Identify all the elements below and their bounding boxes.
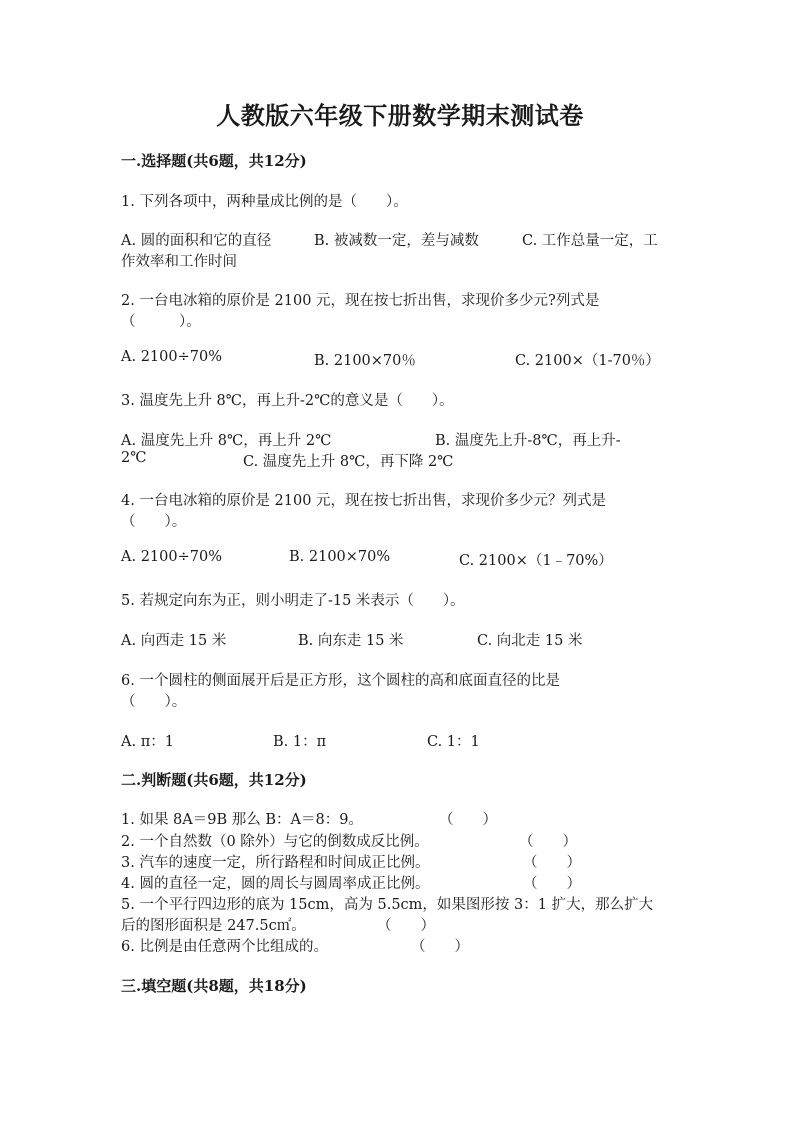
question-2-stem: 2. 一台电冰箱的原价是 2100 元，现在按七折出售，求现价多少元?列式是	[121, 293, 600, 309]
judge-item-5-cont: 后的图形面积是 247.5c㎡。	[121, 918, 306, 934]
question-1-stem: 1. 下列各项中，两种量成比例的是（ ）。	[121, 194, 408, 210]
section-heading-choice: 一.选择题(共6题，共12分)	[121, 152, 307, 170]
question-6-option-b: B. 1：π	[273, 734, 327, 750]
judge-item-1-paren: （ ）	[439, 812, 497, 828]
question-2-option-b: B. 2100×70％	[314, 353, 416, 369]
question-3-option-c: C. 温度先上升 8℃，再下降 2℃	[243, 454, 454, 470]
judge-item-2-paren: （ ）	[519, 834, 577, 850]
question-4-option-c: C. 2100×（1﹣70%）	[459, 553, 613, 569]
question-6-option-c: C. 1：1	[427, 734, 480, 750]
question-1-option-c: C. 工作总量一定，工	[522, 233, 658, 249]
page-title: 人教版六年级下册数学期末测试卷	[216, 101, 584, 130]
question-3-option-b: B. 温度先上升-8℃，再上升-	[435, 433, 621, 449]
question-6-option-a: A. π：1	[121, 734, 174, 750]
judge-item-1: 1. 如果 8A＝9B 那么 B：A＝8：9。	[121, 812, 363, 828]
question-4-stem-cont: （ ）。	[121, 514, 187, 530]
question-3-option-b-cont: 2℃	[121, 450, 147, 466]
judge-item-5: 5. 一个平行四边形的底为 15cm，高为 5.5cm，如果图形按 3：1 扩大，那么扩大	[121, 897, 654, 913]
section-heading-fill-blank: 三.填空题(共8题，共18分)	[121, 977, 307, 995]
judge-item-6: 6. 比例是由任意两个比组成的。	[121, 939, 328, 955]
question-6-stem: 6. 一个圆柱的侧面展开后是正方形，这个圆柱的高和底面直径的比是	[121, 673, 560, 689]
question-4-option-a: A. 2100÷70%	[121, 549, 222, 565]
question-3-stem: 3. 温度先上升 8℃，再上升-2℃的意义是（ ）。	[121, 393, 454, 409]
question-5-stem: 5. 若规定向东为正，则小明走了-15 米表示（ ）。	[121, 593, 465, 609]
question-4-stem: 4. 一台电冰箱的原价是 2100 元，现在按七折出售，求现价多少元？列式是	[121, 493, 607, 509]
judge-item-4: 4. 圆的直径一定，圆的周长与圆周率成正比例。	[121, 876, 430, 892]
judge-item-6-paren: （ ）	[411, 939, 469, 955]
question-5-option-c: C. 向北走 15 米	[477, 633, 583, 649]
question-1-option-a: A. 圆的面积和它的直径	[121, 233, 272, 249]
judge-item-3-paren: （ ）	[523, 855, 581, 871]
question-5-option-a: A. 向西走 15 米	[121, 633, 227, 649]
question-4-option-b: B. 2100×70%	[289, 549, 391, 565]
question-1-option-c-cont: 作效率和工作时间	[121, 254, 237, 270]
judge-item-3: 3. 汽车的速度一定，所行路程和时间成正比例。	[121, 855, 430, 871]
question-2-stem-cont: （ ）。	[121, 314, 201, 330]
question-2-option-a: A. 2100÷70%	[121, 349, 222, 365]
question-6-stem-cont: （ ）。	[121, 694, 187, 710]
section-heading-true-false: 二.判断题(共6题，共12分)	[121, 771, 307, 789]
question-1-option-b: B. 被减数一定，差与减数	[314, 233, 479, 249]
question-3-option-a: A. 温度先上升 8℃，再上升 2℃	[121, 433, 332, 449]
question-5-option-b: B. 向东走 15 米	[298, 633, 404, 649]
judge-item-5-paren: （ ）	[377, 918, 435, 934]
question-2-option-c: C. 2100×（1-70％）	[515, 353, 660, 369]
judge-item-4-paren: （ ）	[523, 876, 581, 892]
judge-item-2: 2. 一个自然数（0 除外）与它的倒数成反比例。	[121, 834, 429, 850]
